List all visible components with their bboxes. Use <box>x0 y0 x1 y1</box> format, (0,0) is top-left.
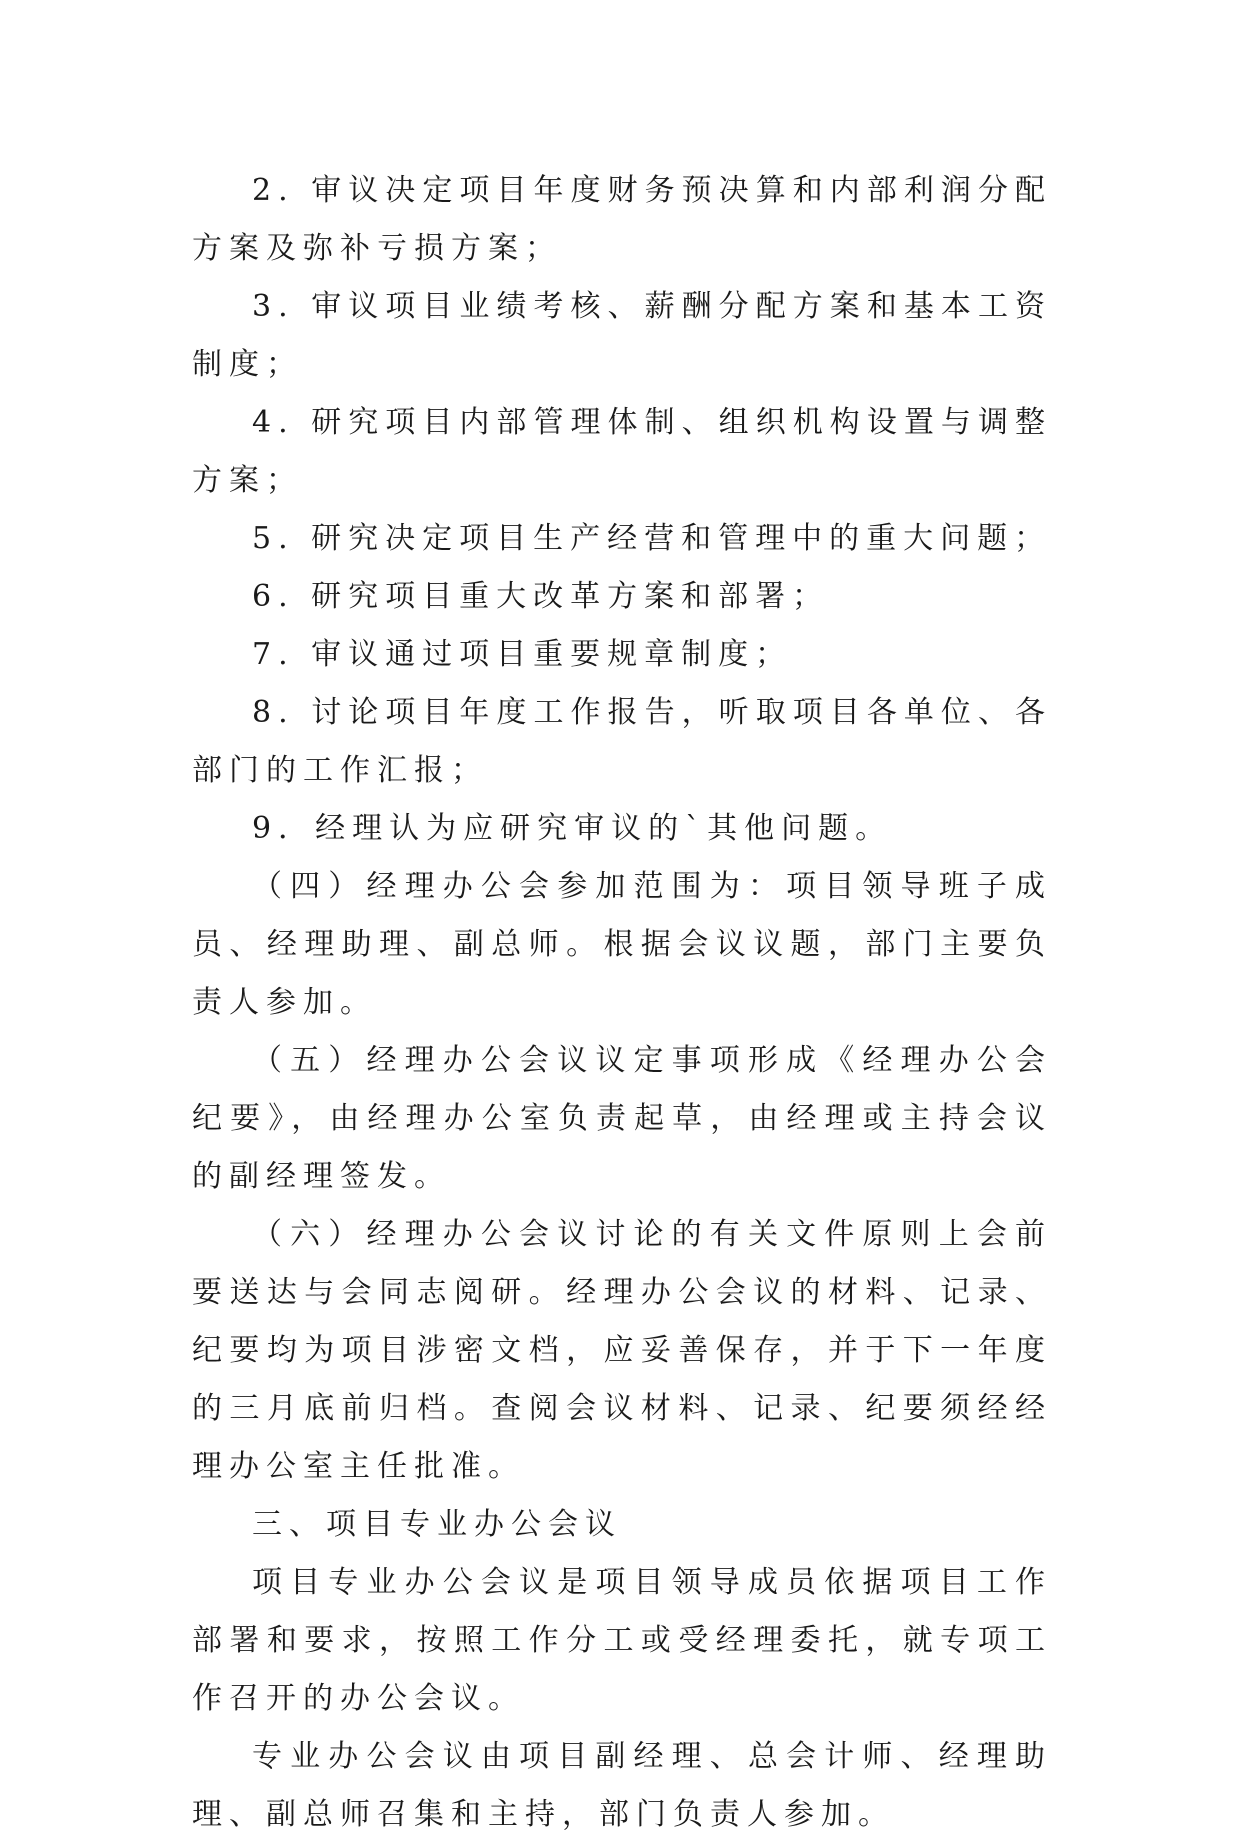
paragraph-special-meeting-participants: 专业办公会议由项目副经理、总会计师、经理助理、副总师召集和主持，部门负责人参加。 <box>192 1739 1052 1832</box>
paragraph-special-meeting-definition: 项目专业办公会议是项目领导成员依据项目工作部署和要求，按照工作分工或受经理委托，就专项工作召开的办公会议。 <box>192 1565 1052 1716</box>
paragraph-item-7: 7. 审议通过项目重要规章制度； <box>252 637 793 672</box>
paragraph-item-2: 2. 审议决定项目年度财务预决算和内部利润分配方案及弥补亏损方案； <box>192 173 1052 266</box>
paragraph-item-8: 8. 讨论项目年度工作报告，听取项目各单位、各部门的工作汇报； <box>192 695 1052 788</box>
paragraph-item-6: 6. 研究项目重大改革方案和部署； <box>252 579 830 614</box>
document-body <box>192 162 1052 1844</box>
paragraph-section-6: （六）经理办公会议讨论的有关文件原则上会前要送达与会同志阅研。经理办公会议的材料、记录、纪要均为项目涉密文档，应妥善保存，并于下一年度的三月底前归档。查阅会议材料、记录、纪要须经经理办公室主任批准。 <box>192 1217 1052 1484</box>
paragraph-section-5: （五）经理办公会议议定事项形成《经理办公会纪要》，由经理办公室负责起草，由经理或主持会议的副经理签发。 <box>192 1043 1052 1194</box>
paragraph-item-3: 3. 审议项目业绩考核、薪酬分配方案和基本工资制度； <box>192 289 1052 382</box>
paragraph-item-9: 9．经理认为应研究审议的`其他问题。 <box>252 811 893 846</box>
paragraph-item-4: 4. 研究项目内部管理体制、组织机构设置与调整方案； <box>192 405 1052 498</box>
paragraph-item-5: 5. 研究决定项目生产经营和管理中的重大问题； <box>252 521 1052 556</box>
section-heading-3: 三、项目专业办公会议 <box>252 1507 622 1542</box>
paragraph-section-4: （四）经理办公会参加范围为：项目领导班子成员、经理助理、副总师。根据会议议题，部门主要负责人参加。 <box>192 869 1052 1020</box>
